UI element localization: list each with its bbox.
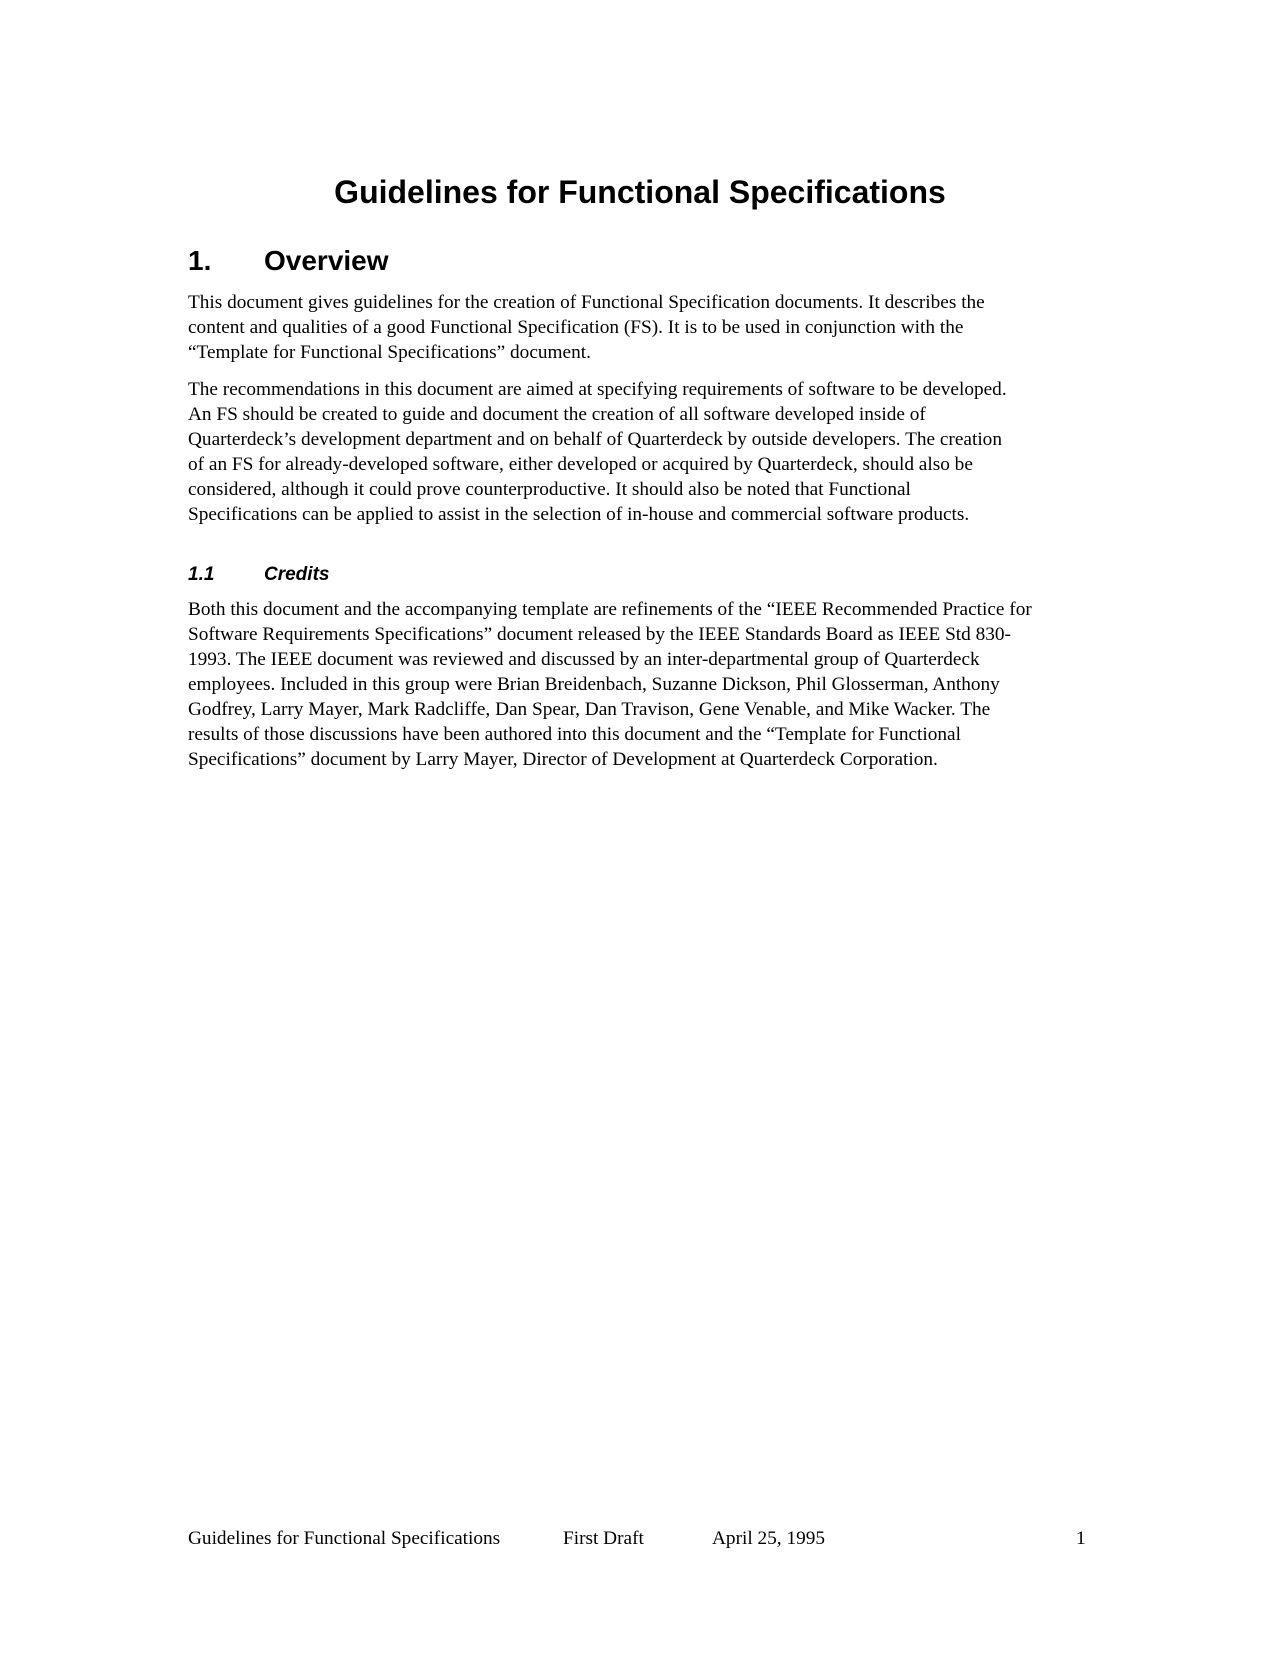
text-line: content and qualities of a good Functional Specification (FS). It is to be used in conjunction with the [188,317,964,338]
text-line: Specifications” document by Larry Mayer, Director of Development at Quarterdeck Corporation. [188,749,938,770]
text-line: Specifications can be applied to assist in the selection of in-house and commercial software products. [188,504,970,525]
section-heading-credits [188,563,329,587]
footer-document-title: Guidelines for Functional Specifications [188,1528,501,1549]
document-title: Guidelines for Functional Specifications [334,174,946,210]
subsection-number: 1.1 [188,564,215,585]
section-number: 1. [188,245,212,276]
text-line: results of those discussions have been authored into this document and the “Template for Functional [188,724,961,745]
credits-paragraph [188,597,1098,772]
page-footer [0,1526,1280,1552]
footer-draft-label: First Draft [563,1528,644,1549]
text-line: This document gives guidelines for the creation of Functional Specification documents. It describes the [188,292,985,313]
text-line: The recommendations in this document are aimed at specifying requirements of software to be developed. [188,379,1007,400]
overview-paragraph-1 [188,290,1098,365]
text-line: Both this document and the accompanying template are refinements of the “IEEE Recommended Practice for [188,599,1032,620]
text-line: Software Requirements Specifications” document released by the IEEE Standards Board as IEEE Std 830- [188,624,1011,645]
footer-date: April 25, 1995 [712,1528,826,1549]
text-line: Godfrey, Larry Mayer, Mark Radcliffe, Dan Spear, Dan Travison, Gene Venable, and Mike Wacker. The [188,699,991,720]
footer-page-number: 1 [1076,1528,1086,1549]
text-line: employees. Included in this group were Brian Breidenbach, Suzanne Dickson, Phil Glosserman, Anthony [188,674,1000,695]
subsection-title: Credits [264,564,330,585]
text-line: 1993. The IEEE document was reviewed and discussed by an inter-departmental group of Quarterdeck [188,649,980,670]
overview-paragraph-2 [188,377,1098,527]
text-line: considered, although it could prove counterproductive. It should also be noted that Functional [188,479,911,500]
section-title: Overview [264,245,389,276]
text-line: Quarterdeck’s development department and on behalf of Quarterdeck by outside developers. The creation [188,429,1002,450]
text-line: of an FS for already-developed software, either developed or acquired by Quarterdeck, should also be [188,454,973,475]
text-line: An FS should be created to guide and document the creation of all software developed inside of [188,404,926,425]
text-line: “Template for Functional Specifications” document. [188,342,591,363]
section-heading-overview [188,244,389,278]
